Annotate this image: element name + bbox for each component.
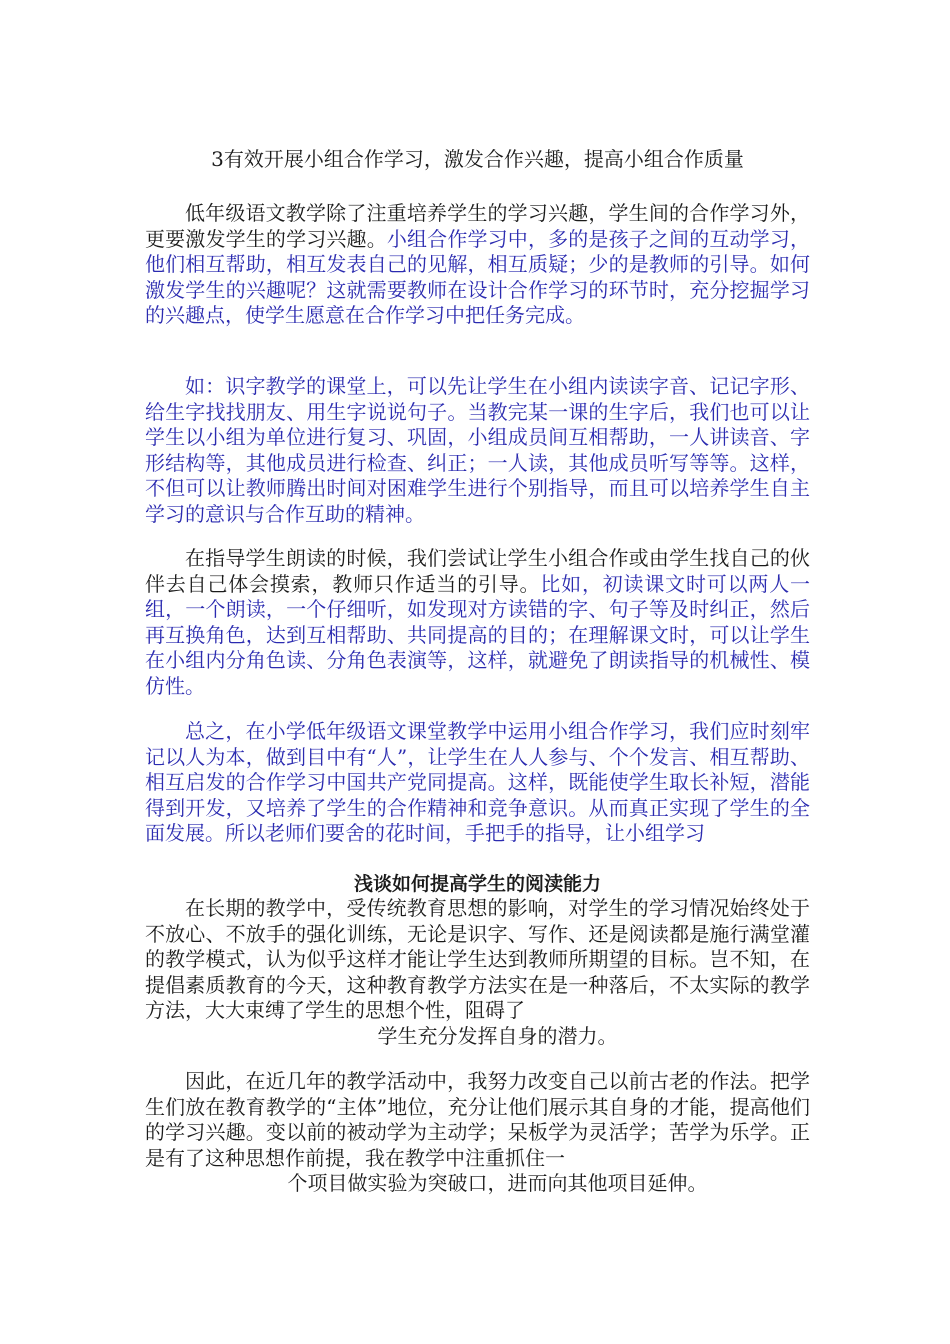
section1-paragraph-2: 如：识字教学的课堂上，可以先让学生在小组内读读字音、记记字形、给生字找找朋友、用生字说说句子。当教完某一课的生字后，我们也可以让学生以小组为单位进行复习、巩固，小组成员间互相帮助，一人讲读音、字形结构等，其他成员进行检查、纠正；一人读，其他成员听写等等。这样，不但可以让教师腾出时间对困难学生进行个别指导，而且可以培养学生自主学习的意识与合作互助的精神。 <box>145 374 810 526</box>
section1-paragraph-4: 总之，在小学低年级语文课堂教学中运用小组合作学习，我们应时刻牢记以人为本，做到目中有“人”，让学生在人人参与、个个发言、相互帮助、相互启发的合作学习中国共产党同提高。这样，既能使学生取长补短，潜能得到开发，又培养了学生的合作精神和竞争意识。从而真正实现了学生的全面发展。所以老师们要舍的花时间，手把手的指导，让小组学习 <box>145 719 810 845</box>
paragraph-text-black: 低年级语文教学除了注重培养学生的学习兴趣，学生间的合作学习外，更要激发学生的学习兴趣。 <box>145 201 810 251</box>
section2-title: 浅谈如何提高学生的阅渎能力 <box>353 873 601 895</box>
paragraph-text: 在长期的教学中，受传统教育思想的影响，对学生的学习情况始终处于不放心、不放手的强化训练，无论是识字、写作、还是阅读都是施行满堂灌的教学模式，认为似乎这样才能让学生达到教师所期望的目标。岂不知，在提倡素质教育的今天，这种教育教学方法实在是一种落后，不太实际的教学方法，大大束缚了学生的思想个性，阻碍了 <box>145 896 810 1022</box>
paragraph-text-black: 在指导学生朗读的时候，我们尝试让学生小组合作或由学生找自己的伙伴去自己体会摸索，教师只作适当的引导。 <box>145 546 810 596</box>
section1-title: 3有效开展小组合作学习，激发合作兴趣，提高小组合作质量 <box>211 147 744 171</box>
paragraph-text: 因此，在近几年的教学活动中，我努力改变自己以前古老的作法。把学生们放在教育教学的“主体”地位，充分让他们展示其自身的才能，提高他们的学习兴趣。变以前的被动学为主动学；呆板学为灵活学；苦学为乐学。正是有了这种思想作前提，我在教学中注重抓住一 <box>145 1069 810 1170</box>
paragraph-text-blue: 小组合作学习中，多的是孩子之间的互动学习，他们相互帮助，相互发表自己的见解，相互质疑；少的是教师的引导。如何激发学生的兴趣呢？这就需要教师在设计合作学习的环节时，充分挖掘学习的兴趣点，使学生愿意在合作学习中把任务完成。 <box>145 226 810 327</box>
section2-paragraph-2 <box>145 1069 810 1197</box>
section1-paragraph-3 <box>145 546 810 699</box>
section2-paragraph-1 <box>145 896 810 1049</box>
paragraph-last-line: 个项目做实验为突破口，进而向其他项目延伸。 <box>287 1171 708 1195</box>
paragraph-text-blue: 比如，初读课文时可以两人一组，一个朗读，一个仔细听，如发现对方读错的字、句子等及时纠正，然后再互换角色，达到互相帮助、共同提高的目的；在理解课文时，可以让学生在小组内分角色读、分角色表演等，这样，就避免了朗读指导的机械性、模仿性。 <box>145 571 811 698</box>
paragraph-last-line: 学生充分发挥自身的潜力。 <box>377 1023 618 1048</box>
section1-paragraph-1 <box>145 201 810 329</box>
